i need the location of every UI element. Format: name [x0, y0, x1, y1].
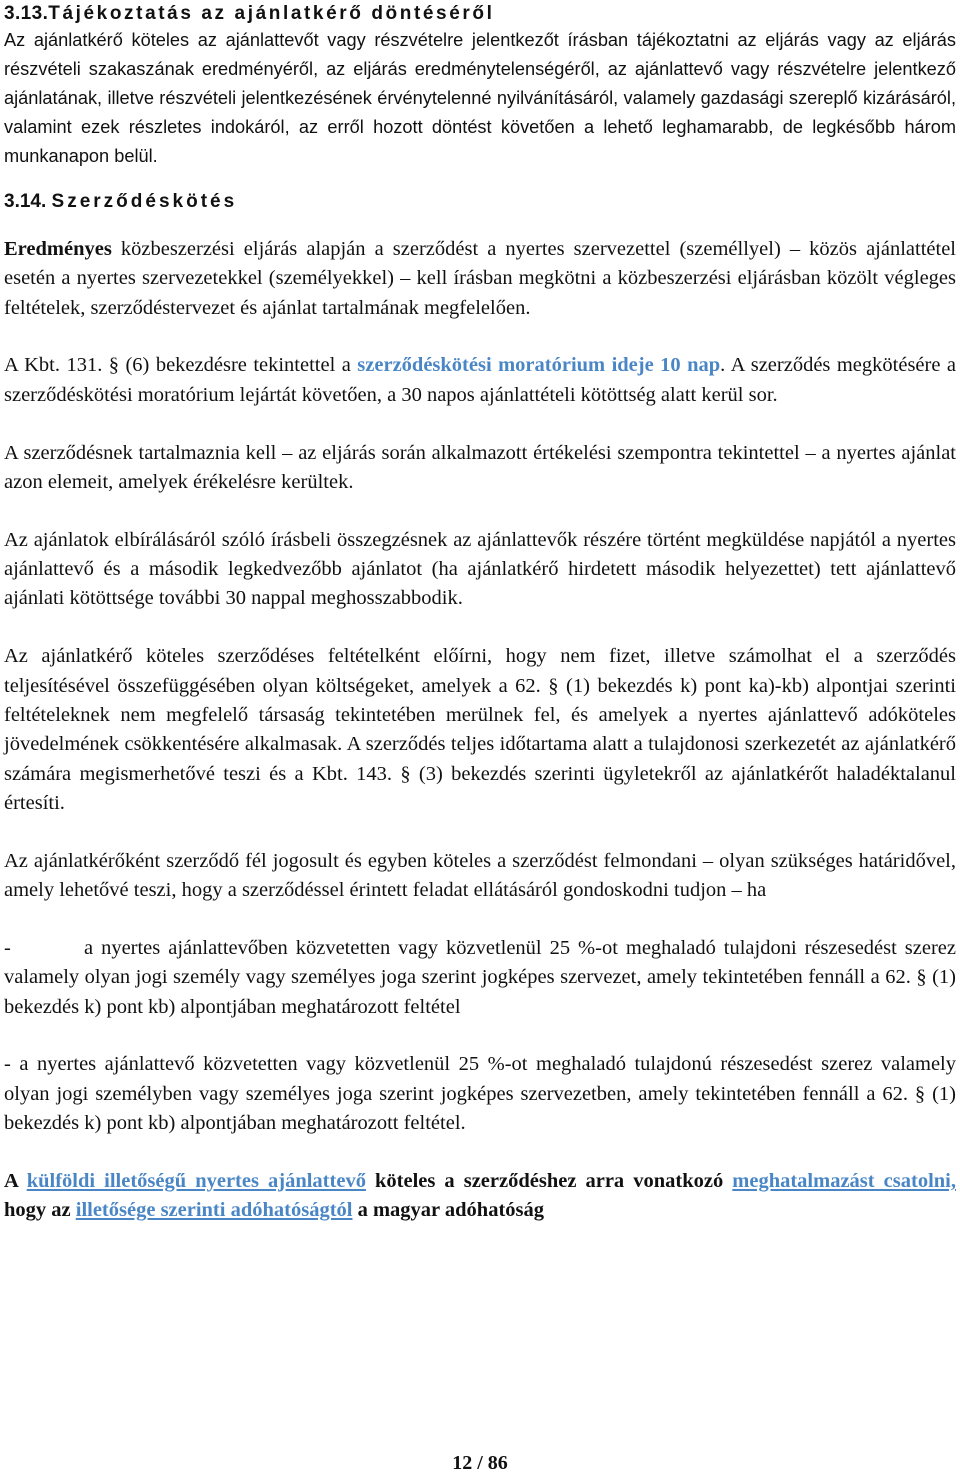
- moratorium-highlight: szerződéskötési moratórium ideje 10 nap: [357, 354, 721, 377]
- section-3-14-number: 3.14.: [4, 191, 47, 212]
- list-item-1: - a nyertes ajánlattevőben közvetetten vagy közvetlenül 25 %-ot meghaladó tulajdoni részesedést szerez valamely olyan jogi személy vagy személyes joga szerint jogképes szervezet, amely tekintetében fennáll a 62. § (1) bekezdés k) pont kb) alpontjában meghatározott feltétel: [4, 934, 956, 1022]
- list-item-2: - a nyertes ajánlattevő közvetetten vagy közvetlenül 25 %-ot meghaladó tulajdonú részesedést szerez valamely olyan jogi személyben vagy személyes joga szerint jogképes szervezetben, amely tekintetében fennáll a 62. § (1) bekezdés k) pont kb) alpontjában meghatározott feltétel.: [4, 1053, 956, 1134]
- bold-term-eredmenyes: Eredményes: [4, 238, 112, 260]
- section-3-13-heading: Tájékoztatás az ajánlatkérő döntéséről: [48, 3, 495, 24]
- page-number: 12 / 86: [452, 1452, 508, 1474]
- paragraph-felmondas: Az ajánlatkérőként szerződő fél jogosult és egyben köteles a szerződést felmondani – olyan szükséges határidővel, amely lehetővé teszi, hogy a szerződéssel érintett feladat ellátásáról gondoskodni tudjon – ha: [4, 849, 956, 902]
- section-3-14-heading: Szerződéskötés: [51, 191, 238, 212]
- document-page: [4, 0, 956, 1225]
- paragraph-szerzodes-tartalma: A szerződésnek tartalmaznia kell – az eljárás során alkalmazott értékelési szempontra tekintettel – a nyertes ajánlat azon elemeit, amelyek érékelésre kerültek.: [4, 441, 956, 493]
- section-3-13-title: [4, 2, 956, 25]
- paragraph-kulfoldi-ajanlattevo: A külföldi illetőségű nyertes ajánlattevő köteles a szerződéshez arra vonatkozó meghatalmazást csatolni, hogy az illetősége szerinti adóhatóságtól a magyar adóhatóság: [4, 1169, 956, 1222]
- link-meghatalmazas[interactable]: meghatalmazást csatolni,: [732, 1169, 956, 1192]
- section-3-13-number: 3.13.: [4, 3, 49, 24]
- paragraph-szerzodeses-feltetel: Az ajánlatkérő köteles szerződéses feltételként előírni, hogy nem fizet, illetve számolhat el a szerződés teljesítésével összefüggésében olyan költségeket, amelyek a 62. § (1) bekezdés k) pont ka)-kb) alpontjai szerinti feltételeknek nem megfelelő társaság tekintetében merülnek fel, és amelyek a nyertes ajánlattevő adóköteles jövedelmének csökkentésére alkalmasak. A szerződés teljes időtartama alatt a tulajdonosi szerkezetét az ajánlatkérő számára megismerhetővé teszi és a Kbt. 143. § (3) bekezdés szerinti ügyletekről az ajánlatkérőt haladéktalanul értesíti.: [4, 645, 956, 814]
- link-adohatosag[interactable]: illetősége szerinti adóhatóságtól: [75, 1199, 353, 1222]
- section-3-13-body: Az ajánlatkérő köteles az ajánlattevőt vagy részvételre jelentkezőt írásban tájékoztatni az eljárás vagy az eljárás részvételi szakaszának eredményéről, az eljárás eredménytelenségéről, az ajánlattevő vagy részvételre jelentkező ajánlatának, illetve részvételi jelentkezésének érvénytelenné nyilvánításáról, valamely gazdasági szereplő kizárásáról, valamint ezek részletes indokáról, az erről hozott döntést követően a lehető leghamarabb, de legkésőbb három munkanapon belül.: [4, 30, 956, 166]
- section-3-14-title: [4, 190, 956, 214]
- paragraph-moratorium: A Kbt. 131. § (6) bekezdésre tekintettel a szerződéskötési moratórium ideje 10 nap. A szerződés megkötésére a szerződéskötési moratórium lejártát követően, a 30 napos ajánlattételi kötöttség alatt kerül sor.: [4, 354, 956, 406]
- paragraph-ajanlati-kototseg: Az ajánlatok elbírálásáról szóló írásbeli összegzésnek az ajánlattevők részére történt megküldése napjától a nyertes ajánlattevő és a második legkedvezőbb ajánlatot (ha ajánlatkérő hirdetett második helyezettet) tett ajánlattevő ajánlati kötöttsége további 30 nappal meghosszabbodik.: [4, 528, 956, 610]
- list-item-1-dash: -: [4, 936, 11, 959]
- paragraph-eredmenyes: Eredményes közbeszerzési eljárás alapján a szerződést a nyertes szervezettel (személlyel) – közös ajánlattétel esetén a nyertes szervezetekkel (személyekkel) – kell írásban megkötni a közbeszerzési eljárásban közölt végleges feltételek, szerződéstervezet és ajánlat tartalmának megfelelően.: [4, 238, 956, 319]
- link-kulfoldi-illetosegu[interactable]: külföldi illetőségű nyertes ajánlattevő: [26, 1169, 366, 1192]
